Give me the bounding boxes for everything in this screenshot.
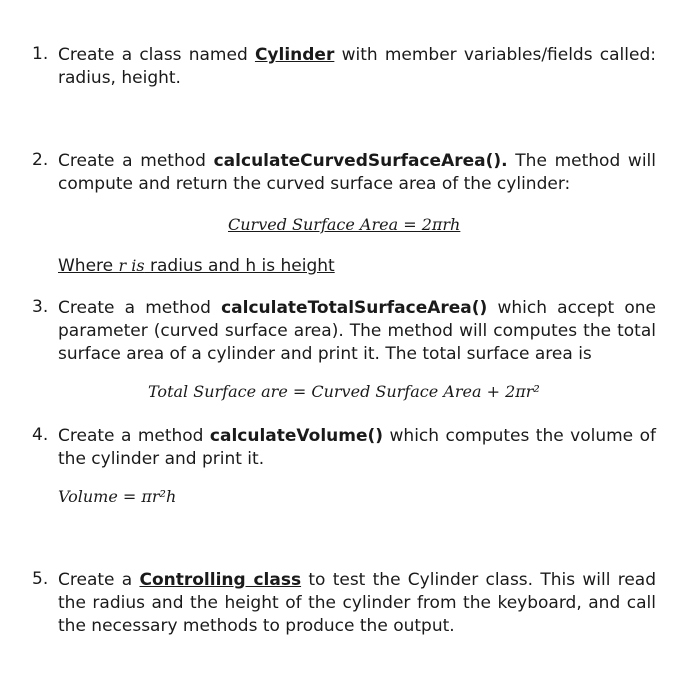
item-3-method: calculateTotalSurfaceArea()	[221, 298, 488, 318]
item-4-pre: Create a method	[58, 426, 210, 446]
item-5-pre: Create a	[58, 570, 140, 590]
item-2-number: 2.	[32, 150, 49, 170]
item-2-text	[58, 150, 656, 196]
total-surface-area-formula: Total Surface are = Curved Surface Area + 2πr²	[148, 382, 540, 401]
item-1-text	[58, 44, 656, 90]
volume-formula: Volume = πr²h	[58, 487, 177, 506]
item-2-method: calculateCurvedSurfaceArea().	[213, 151, 508, 171]
item-1-post: with member variables/fields called: radius, height.	[58, 45, 656, 88]
item-3-post: which accept one parameter (curved surface area). The method will computes the total surface area of a cylinder and print it. The total surface area is	[58, 298, 656, 364]
item-5-text	[58, 569, 656, 638]
item-5-class-name: Controlling class	[139, 570, 302, 590]
where-pre: Where	[58, 256, 119, 276]
item-3-text	[58, 297, 656, 366]
item-1-class-name: Cylinder	[254, 45, 335, 65]
item-5-number: 5.	[32, 569, 49, 589]
where-post: radius and h is height	[144, 256, 335, 276]
curved-surface-area-formula: Curved Surface Area = 2πrh	[228, 215, 461, 234]
item-1-pre: Create a class named	[58, 45, 255, 65]
item-5-post: to test the Cylinder class. This will read the radius and the height of the cylinder from the keyboard, and call the necessary methods to produce the output.	[58, 570, 657, 636]
item-1-number: 1.	[32, 44, 49, 64]
item-3-number: 3.	[32, 297, 49, 317]
item-3-pre: Create a method	[58, 298, 222, 318]
where-var: r is	[118, 256, 145, 275]
item-4-method: calculateVolume()	[209, 426, 384, 446]
item-4-text	[58, 425, 656, 471]
item-4-post: which computes the volume of the cylinder and print it.	[58, 426, 656, 469]
item-2-post: The method will compute and return the curved surface area of the cylinder:	[58, 151, 656, 194]
where-clause	[58, 256, 335, 276]
item-4-number: 4.	[32, 425, 49, 445]
item-2-pre: Create a method	[58, 151, 214, 171]
